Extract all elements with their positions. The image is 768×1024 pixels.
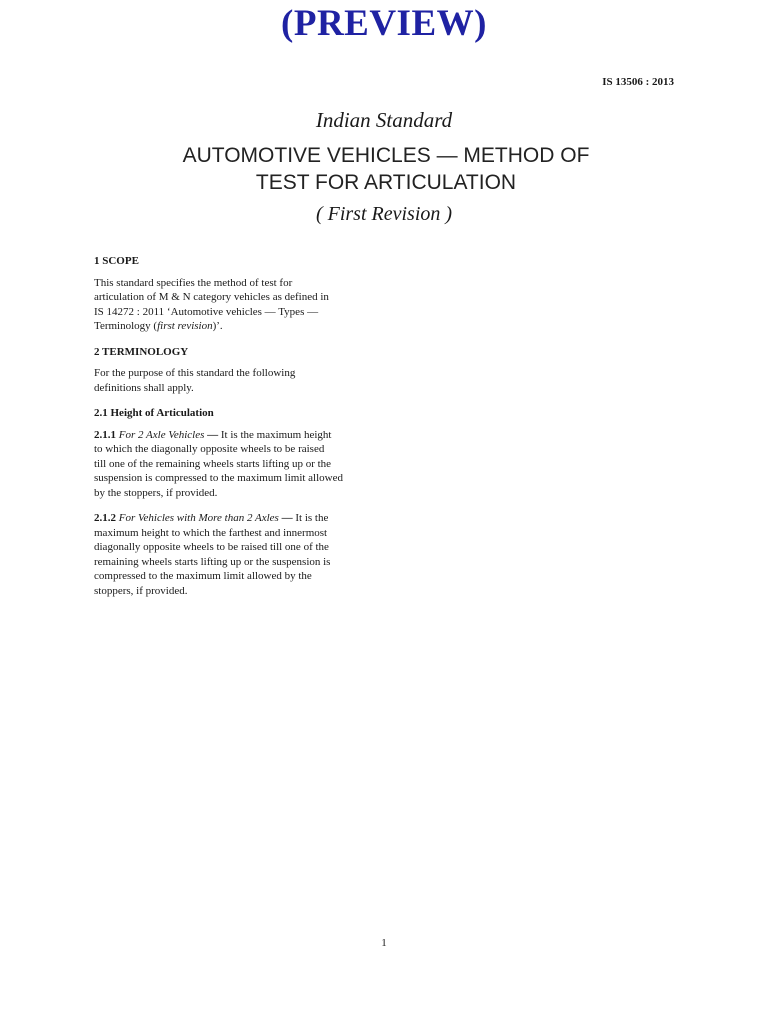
clause-2-1-2 (94, 511, 394, 598)
revision-label: ( First Revision ) (315, 203, 453, 225)
standard-number: IS 13506 : 2013 (602, 76, 674, 88)
text-line: For the purpose of this standard the following (94, 367, 296, 379)
text-line: by the stoppers, if provided. (94, 486, 218, 499)
text-line: to which the diagonally opposite wheels to be raised (94, 443, 325, 455)
title-line: AUTOMOTIVE VEHICLES — METHOD OF (182, 144, 590, 167)
clause-title: For 2 Axle Vehicles (118, 428, 205, 441)
section-heading-terminology: 2 TERMINOLOGY (94, 345, 189, 358)
section-heading-height: 2.1 Height of Articulation (94, 407, 214, 419)
text-line: compressed to the maximum limit allowed by the (94, 570, 312, 582)
text-line (94, 428, 394, 443)
text-line: remaining wheels starts lifting up or the suspension is (94, 555, 331, 568)
text-fragment: It is the maximum height (220, 428, 332, 441)
em-dash: — (281, 512, 293, 524)
text-line: definitions shall apply. (94, 381, 194, 394)
text-fragment-italic: first revision (157, 320, 213, 332)
text-line: diagonally opposite wheels to be raised till one of the (94, 541, 329, 553)
clause-title: For Vehicles with More than 2 Axles (118, 512, 279, 524)
text-line: suspension is compressed to the maximum limit allowed (94, 472, 343, 484)
body-column (94, 254, 394, 598)
section-heading-scope: 1 SCOPE (94, 255, 139, 267)
text-line: This standard specifies the method of test for (94, 276, 293, 289)
page-number: 1 (381, 937, 387, 949)
text-fragment: Terminology ( (94, 320, 158, 332)
text-line (94, 319, 394, 334)
clause-number: 2.1.1 (94, 428, 116, 441)
text-fragment: )’. (212, 320, 223, 332)
standard-kind: Indian Standard (315, 108, 453, 132)
document-title (0, 142, 768, 196)
preview-banner: (PREVIEW) (281, 3, 487, 44)
text-line: articulation of M & N category vehicles as defined in (94, 291, 329, 303)
clause-2-1-1 (94, 428, 394, 501)
scope-paragraph (94, 276, 394, 334)
text-fragment: It is the (295, 512, 329, 524)
clause-number: 2.1.2 (94, 512, 116, 524)
text-line: maximum height to which the farthest and innermost (94, 526, 328, 539)
terminology-paragraph (94, 366, 394, 395)
text-line (94, 511, 394, 526)
text-line: stoppers, if provided. (94, 584, 188, 597)
text-line: till one of the remaining wheels starts lifting up or the (94, 457, 332, 470)
em-dash: — (207, 428, 219, 441)
title-line: TEST FOR ARTICULATION (255, 171, 517, 194)
text-line: IS 14272 : 2011 ‘Automotive vehicles — Types — (94, 305, 319, 318)
